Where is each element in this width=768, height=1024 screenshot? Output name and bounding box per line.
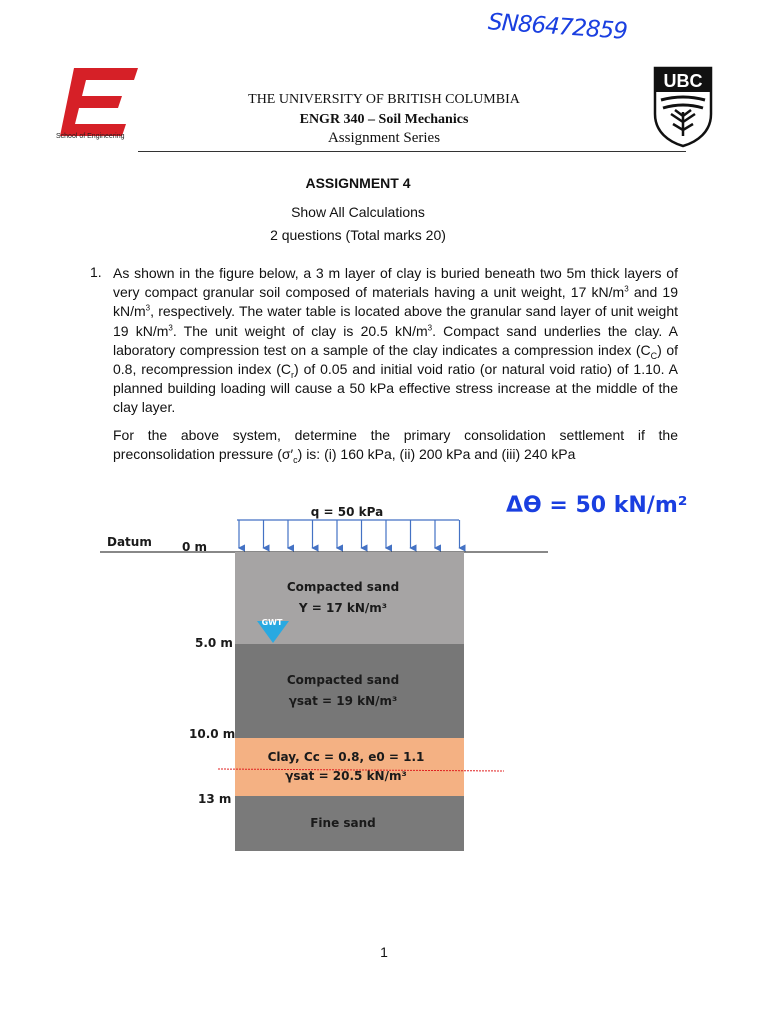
page-number: 1 <box>380 944 388 960</box>
layer-clay <box>235 738 464 796</box>
assignment-title: ASSIGNMENT 4 <box>305 175 411 191</box>
question-body: As shown in the figure below, a 3 m layer of clay is buried beneath two 5m thick layers of very compact granular soil composed of materials having a unit weight, 17 kN/m$^3$ and 19 kN/m$^3$, respectively. The water table is located above the granular sand layer of unit weight 19 kN/m$^3$. The unit weight of clay is 20.5 kN/m$^3$. Compact sand underlies the clay. A laboratory compression test on a sample of the clay indicates a compression index $(C_C)$ of 0.8, recompression index $(C_r)$ of 0.05 and initial void ratio (or natural void ratio) of 1.10. A planned building loading will cause a 50 kPa effective stress increase at the middle of the clay layer. <box>113 265 679 416</box>
marks-summary: 2 questions (Total marks 20) <box>270 227 446 243</box>
series-title: Assignment Series <box>327 130 441 146</box>
layer3-line2: γsat = 20.5 kN/m³ <box>285 769 407 783</box>
layer1-line2: Y = 17 kN/m³ <box>298 601 388 615</box>
instructions: Show All Calculations <box>291 204 425 220</box>
layer4-line1: Fine sand <box>310 816 376 830</box>
ubc-crest-text: UBC <box>663 71 703 91</box>
layer-compacted-sand-2 <box>235 644 464 738</box>
question-number: 1. <box>90 264 102 280</box>
datum-label: Datum <box>107 535 152 549</box>
gwt-label: GWT <box>261 618 283 627</box>
layer2-line1: Compacted sand <box>286 673 400 687</box>
handwritten-stress-note: ΔӨ = 50 kN/m² <box>506 493 688 518</box>
university-name: THE UNIVERSITY OF BRITISH COLUMBIA <box>248 92 520 107</box>
course-title: ENGR 340 – Soil Mechanics <box>299 112 469 127</box>
depth-0: 0 m <box>182 540 208 554</box>
layer2-line2: γsat = 19 kN/m³ <box>288 694 398 708</box>
load-label: q = 50 kPa <box>310 505 384 519</box>
layer3-line1: Clay, Cc = 0.8, e0 = 1.1 <box>267 750 425 764</box>
depth-13: 13 m <box>198 792 232 806</box>
layer1-line1: Compacted sand <box>286 580 400 594</box>
question-task: For the above system, determine the primary consolidation settlement if the preconsolidation pressure $(\sigma'_c)$ is: (i) 160 kPa, (ii) 200 kPa and (iii) 240 kPa <box>113 427 678 465</box>
header-divider <box>138 151 686 152</box>
handwritten-student-id: SN86472859 <box>487 9 628 45</box>
load-arrows <box>239 520 460 548</box>
depth-5: 5.0 m <box>195 636 233 650</box>
school-label: School of Engineering <box>56 133 125 140</box>
depth-10: 10.0 m <box>189 727 236 741</box>
soil-profile-figure <box>0 490 768 870</box>
